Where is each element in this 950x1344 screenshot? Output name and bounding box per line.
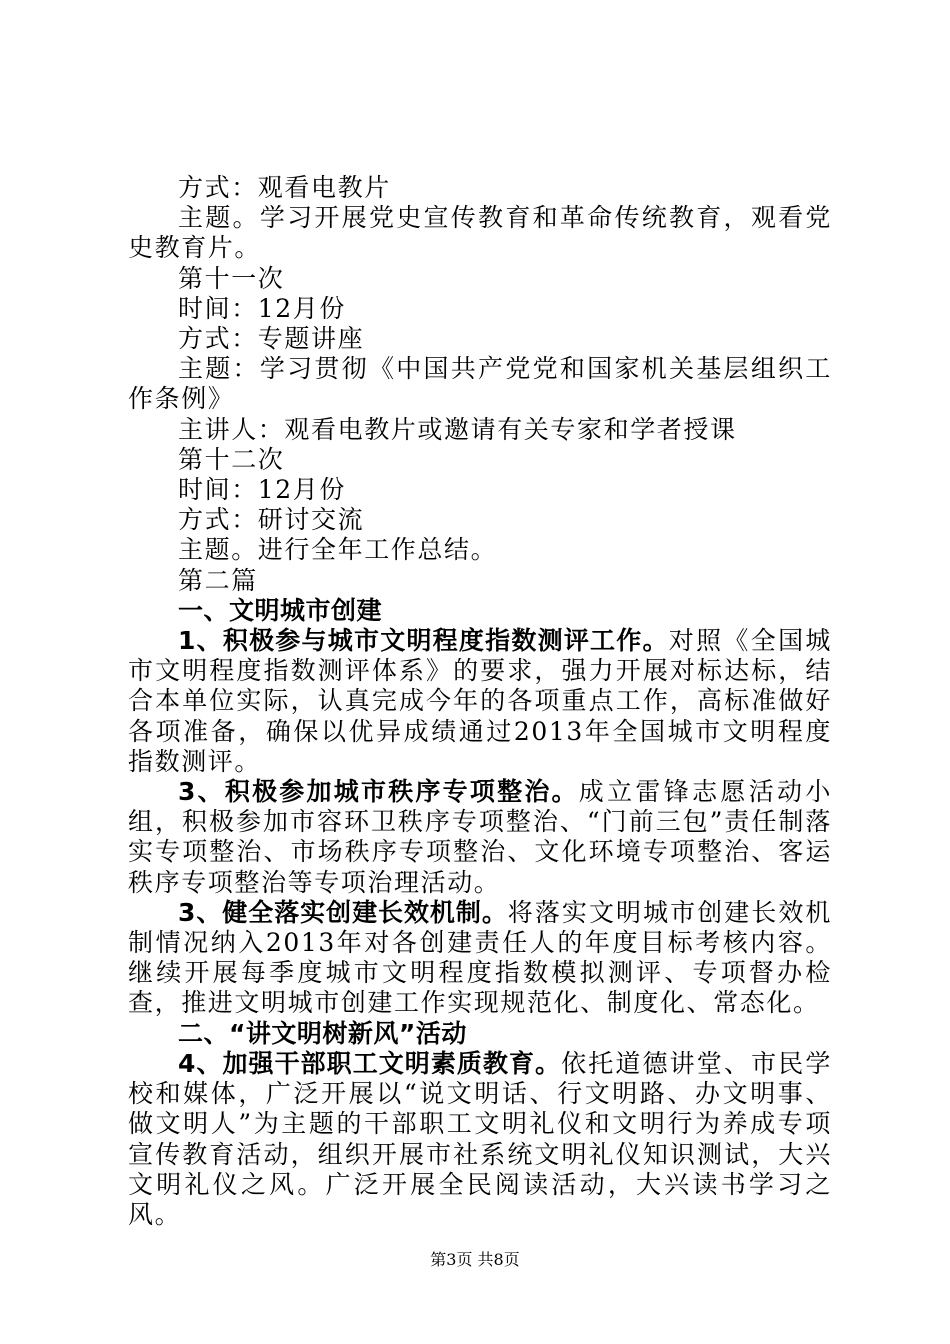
text-line: 主题。进行全年工作总结。 [178, 535, 498, 565]
text-line: 方式：专题讲座 [178, 324, 365, 354]
text-line: 方式：观看电教片 [178, 173, 391, 202]
item-lead: 4、加强干部职工文明素质教育。 [178, 1048, 562, 1078]
item-paragraph [128, 777, 832, 898]
item-body: 成立雷锋志愿活动小组，积极参加市容环卫秩序专项整治、“门前三包”责任制落实专项整治、市场秩序专项整治、文化环境专项整治、客运秩序专项整治等专项治理活动。 [128, 777, 832, 897]
text-line: 方式：研讨交流 [178, 505, 365, 535]
item-body: 将落实文明城市创建长效机制情况纳入2013年对各创建责任人的年度目标考核内容。继续开展每季度城市文明程度指数模拟测评、专项督办检查，推进文明城市创建工作实现规范化、制度化、常态化。 [128, 897, 832, 1018]
item-body: 对照《全国城市文明程度指数测评体系》的要求，强力开展对标达标，结合本单位实际，认真完成今年的各项重点工作，高标准做好各项准备，确保以优异成绩通过2013年全国城市文明程度指数测评。 [128, 626, 832, 776]
document-body [128, 173, 832, 1230]
item-lead: 3、积极参加城市秩序专项整治。 [178, 777, 579, 807]
item-lead: 1、积极参与城市文明程度指数测评工作。 [178, 626, 669, 656]
text-line: 时间：12月份 [178, 475, 347, 505]
item-paragraph [128, 626, 832, 777]
text-line: 时间：12月份 [178, 293, 347, 323]
item-paragraph [128, 1049, 832, 1230]
text-line: 第十一次 [178, 263, 285, 293]
item-body: 依托道德讲堂、市民学校和媒体，广泛开展以“说文明话、行文明路、办文明事、做文明人”为主题的干部职工文明礼仪和文明行为养成专项宣传教育活动，组织开展市社系统文明礼仪知识测试，大兴文明礼仪之风。广泛开展全民阅读活动，大兴读书学习之风。 [128, 1048, 832, 1229]
section-heading: 二、“讲文明树新风”活动 [178, 1018, 467, 1048]
text-line: 第十二次 [178, 444, 285, 474]
text-line: 第二篇 [178, 565, 258, 595]
item-paragraph [128, 898, 832, 1019]
text-line: 主题。学习开展党史宣传教育和革命传统教育，观看党史教育片。 [128, 203, 832, 263]
page-footer: 第3页 共8页 [430, 1250, 520, 1269]
section-heading: 一、文明城市创建 [178, 595, 383, 625]
item-lead: 3、健全落实创建长效机制。 [178, 897, 508, 927]
text-line: 主讲人：观看电教片或邀请有关专家和学者授课 [178, 414, 737, 444]
text-line: 主题：学习贯彻《中国共产党党和国家机关基层组织工作条例》 [128, 354, 832, 414]
